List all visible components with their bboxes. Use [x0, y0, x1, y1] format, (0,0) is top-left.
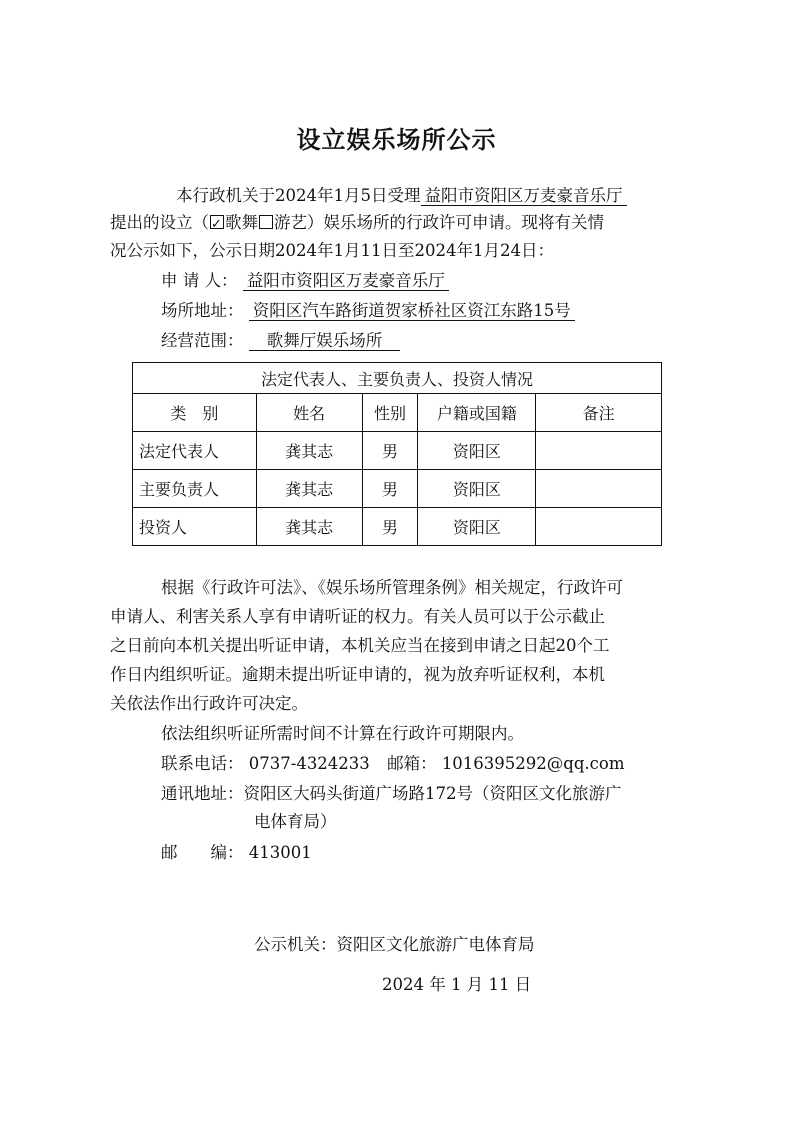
contact-postcode — [161, 840, 312, 866]
cell-gender: 男 — [362, 508, 418, 546]
address-value: 资阳区汽车路街道贺家桥社区资江东路15号 — [249, 301, 575, 321]
applicant-label: 申 请 人： — [161, 271, 238, 290]
persons-table — [132, 362, 662, 546]
cell-note — [536, 470, 662, 508]
intro-line-1 — [176, 183, 627, 209]
intro-line2-suffix: ）娱乐场所的行政许可申请。现将有关情 — [307, 213, 604, 232]
table-row — [133, 432, 662, 470]
legal-line-1: 根据《行政许可法》、《娱乐场所管理条例》相关规定，行政许可 — [161, 578, 623, 597]
cell-gender: 男 — [362, 470, 418, 508]
address-label: 场所地址： — [161, 301, 244, 320]
applicant-value: 益阳市资阳区万麦豪音乐厅 — [243, 271, 449, 291]
phone-value: 0737-4324233 — [248, 754, 370, 773]
postcode-label: 邮 编： — [161, 843, 244, 862]
checkbox-empty-icon — [259, 215, 273, 229]
field-applicant — [161, 268, 449, 294]
intro-prefix: 本行政机关于2024年1月5日受理 — [176, 186, 421, 205]
footer-authority: 公示机关：资阳区文化旅游广电体育局 — [254, 935, 535, 954]
table-caption: 法定代表人、主要负责人、投资人情况 — [133, 363, 662, 394]
email-label: 邮箱： — [387, 754, 437, 773]
cell-note — [536, 432, 662, 470]
type-song-dance: 歌舞 — [225, 213, 258, 232]
legal-line-2: 申请人、利害关系人享有申请听证的权力。有关人员可以于公示截止 — [110, 607, 605, 626]
table-row — [133, 470, 662, 508]
cell-category: 投资人 — [133, 508, 257, 546]
cell-origin: 资阳区 — [418, 508, 536, 546]
contact-address-line1: 资阳区大码头街道广场路172号（资阳区文化旅游广 — [243, 784, 622, 803]
field-address — [161, 298, 575, 324]
legal-line-6: 依法组织听证所需时间不计算在行政许可期限内。 — [161, 724, 524, 743]
intro-line2-prefix: 提出的设立（ — [110, 213, 209, 232]
document-title: 设立娱乐场所公示 — [296, 125, 497, 154]
contact-phone-email — [161, 751, 624, 777]
header-category: 类 别 — [133, 394, 257, 432]
header-name: 姓名 — [256, 394, 362, 432]
header-origin: 户籍或国籍 — [418, 394, 536, 432]
type-amusement: 游艺 — [274, 213, 307, 232]
contact-address-label: 通讯地址： — [161, 784, 244, 803]
postcode-value: 413001 — [248, 843, 312, 862]
cell-gender: 男 — [362, 432, 418, 470]
cell-origin: 资阳区 — [418, 432, 536, 470]
footer-date: 2024 年 1 月 11 日 — [382, 975, 532, 994]
contact-address — [161, 781, 622, 807]
field-scope — [161, 328, 400, 354]
header-gender: 性别 — [362, 394, 418, 432]
phone-label: 联系电话： — [161, 754, 244, 773]
contact-address-line2: 电体育局） — [254, 812, 337, 831]
scope-label: 经营范围： — [161, 331, 244, 350]
cell-origin: 资阳区 — [418, 470, 536, 508]
legal-line-4: 作日内组织听证。逾期未提出听证申请的，视为放弃听证权利，本机 — [110, 665, 605, 684]
cell-category: 主要负责人 — [133, 470, 257, 508]
checkbox-checked-icon — [210, 215, 224, 229]
intro-line-2 — [110, 210, 604, 236]
cell-name: 龚其志 — [256, 470, 362, 508]
applicant-inline: 益阳市资阳区万麦豪音乐厅 — [421, 186, 627, 206]
intro-line-3: 况公示如下，公示日期2024年1月11日至2024年1月24日： — [110, 241, 554, 260]
header-note: 备注 — [536, 394, 662, 432]
cell-category: 法定代表人 — [133, 432, 257, 470]
scope-value: 歌舞厅娱乐场所 — [249, 331, 401, 351]
cell-name: 龚其志 — [256, 432, 362, 470]
legal-line-3: 之日前向本机关提出听证申请，本机关应当在接到申请之日起20个工 — [110, 636, 610, 655]
cell-note — [536, 508, 662, 546]
email-value: 1016395292@qq.com — [441, 754, 625, 773]
cell-name: 龚其志 — [256, 508, 362, 546]
table-row — [133, 508, 662, 546]
legal-line-5: 关依法作出行政许可决定。 — [110, 694, 308, 713]
